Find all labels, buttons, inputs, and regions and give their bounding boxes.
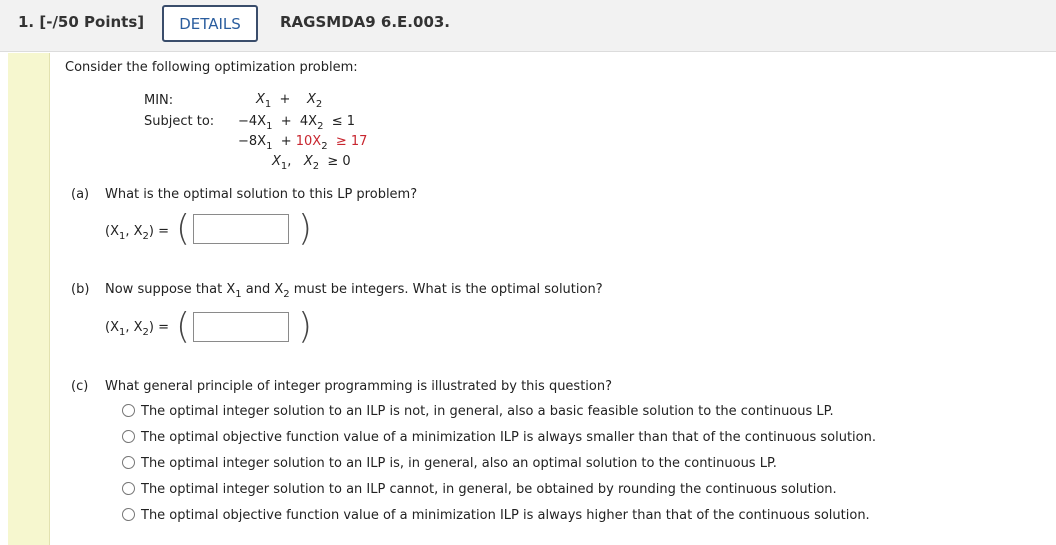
part-b-answer-input[interactable]: [193, 312, 289, 342]
radio-option-1[interactable]: [122, 404, 135, 417]
part-b-open-paren: (: [176, 306, 191, 347]
question-header: [0, 0, 1056, 52]
points-label: [-/50 Points]: [39, 13, 145, 31]
details-button[interactable]: DETAILS: [162, 5, 258, 42]
question-body: [49, 53, 1056, 545]
radio-option-2[interactable]: [122, 430, 135, 443]
option-1-text[interactable]: The optimal integer solution to an ILP is not, in general, also a basic feasible solution to the continuous LP.: [141, 404, 834, 419]
option-3-text[interactable]: The optimal integer solution to an ILP is, in general, also an optimal solution to the continuous LP.: [141, 456, 777, 471]
min-label: MIN:: [144, 93, 174, 108]
part-a-pair-label: ($X_1$, $X_2$) =: [105, 224, 170, 242]
radio-option-5[interactable]: [122, 508, 135, 521]
part-a-open-paren: (: [176, 208, 191, 249]
subject-to-label: Subject to:: [144, 114, 215, 129]
part-b-label: (b): [71, 282, 90, 297]
part-b-pair-label: ($X_1$, $X_2$) =: [105, 320, 170, 338]
part-a-answer-input[interactable]: [193, 214, 289, 244]
part-b-question: Now suppose that $X_1$ and $X_2$ must be integers. What is the optimal solution?: [105, 282, 603, 300]
radio-option-4[interactable]: [122, 482, 135, 495]
option-4-text[interactable]: The optimal integer solution to an ILP cannot, in general, be obtained by rounding the continuous solution.: [141, 482, 837, 497]
radio-option-3[interactable]: [122, 456, 135, 469]
constraint-2: $-8X_1 + 10X_2 \ge 17$: [238, 134, 368, 152]
part-c-question: What general principle of integer programming is illustrated by this question?: [105, 379, 613, 394]
part-a-close-paren: ): [298, 208, 313, 249]
intro-text: Consider the following optimization problem:: [65, 60, 358, 75]
nonnegativity-constraint: $X_1$, $X_2 \ge 0$: [272, 154, 351, 172]
objective-row: $X_1$ + $X_2$: [256, 92, 323, 110]
part-a-label: (a): [71, 187, 90, 202]
part-c-label: (c): [71, 379, 89, 394]
option-2-text[interactable]: The optimal objective function value of a minimization ILP is always smaller than that of the continuous solution.: [141, 430, 876, 445]
part-a-question: What is the optimal solution to this LP problem?: [105, 187, 418, 202]
constraint-1: $-4X_1 + 4X_2 \le 1$: [238, 114, 356, 132]
option-5-text[interactable]: The optimal objective function value of a minimization ILP is always higher than that of the continuous solution.: [141, 508, 870, 523]
part-b-close-paren: ): [298, 306, 313, 347]
problem-code: RAGSMDA9 6.E.003.: [280, 13, 451, 31]
left-margin-bar: [8, 53, 49, 545]
question-number: 1. [-/50 Points]: [18, 13, 145, 31]
